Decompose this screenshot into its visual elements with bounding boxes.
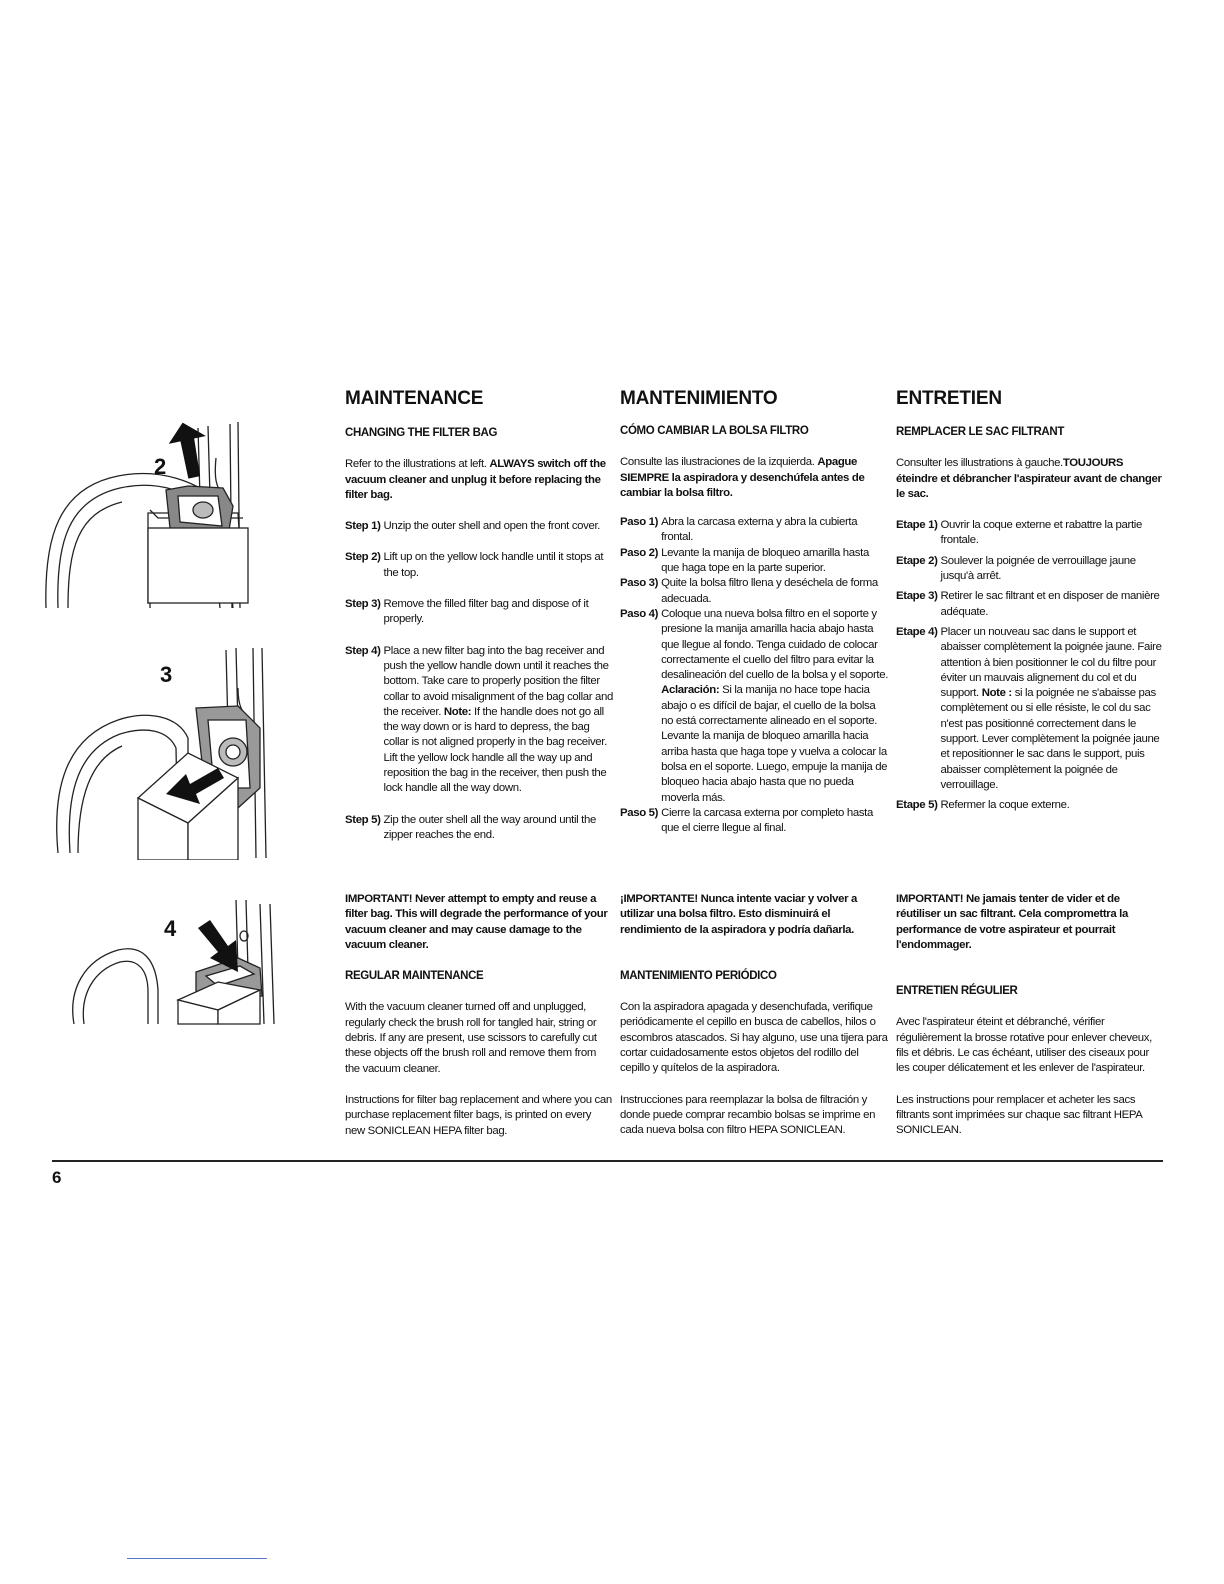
step-label: Step 4) — [345, 644, 381, 657]
spanish-title: MANTENIMIENTO — [620, 388, 778, 409]
spanish-regular-text: Con la aspiradora apagada y desenchufada, verifique periódicamente el cepillo en busca de cabellos, hilos o escombros atascados. Si hay alguno, use una tijera para cortar cuidadosamente estos objetos del rodillo del cepillo y quítelos de la aspiradora. — [620, 1001, 888, 1075]
figure-label: 3 — [160, 662, 173, 687]
english-instructions-text: Instructions for filter bag replacement and where you can purchase replacement filter bags, is printed on every new SONICLEAN HEPA filter bag. — [345, 1093, 612, 1137]
french-intro — [896, 456, 1164, 502]
step-text: Soulever la poignée de verrouillage jaune jusqu'à arrêt. — [940, 554, 1136, 583]
step-label: Paso 5) — [620, 806, 659, 819]
step-label: Step 1) — [345, 520, 381, 533]
vacuum-illustration-2 — [38, 418, 288, 618]
step-text — [941, 625, 1164, 793]
spanish-regular-title: MANTENIMIENTO PERIÓDICO — [620, 969, 777, 982]
english-column — [345, 426, 613, 843]
spanish-instructions-text: Instrucciones para reemplazar la bolsa de filtración y donde puede comprar recambio bolsas se imprime en cada nueva bolsa con filtro HEPA SONICLEAN. — [620, 1093, 876, 1137]
note-label: Note : — [981, 687, 1012, 700]
step-label: Paso 1) — [620, 516, 659, 529]
step-label: Etape 5) — [896, 799, 938, 812]
step-text: Abra la carcasa externa y abra la cubierta frontal. — [661, 516, 858, 544]
arrow-up-icon — [165, 418, 214, 481]
intro-bold: TOUJOURS éteindre et débrancher l'aspirateur avant de changer le sac. — [896, 457, 1162, 500]
english-step-3 — [345, 597, 613, 628]
step-label: Step 2) — [345, 551, 381, 564]
step-label: Etape 4) — [896, 625, 938, 638]
footer-divider — [52, 1160, 1163, 1162]
spanish-step-5 — [620, 806, 888, 837]
french-lower — [896, 892, 1164, 1139]
french-column — [896, 425, 1164, 814]
step-text: Zip the outer shell all the way around until the zipper reaches the end. — [383, 813, 596, 841]
step-text: Unzip the outer shell and open the front cover. — [383, 520, 601, 533]
step-label: Paso 3) — [620, 577, 659, 590]
french-step-5 — [896, 798, 1164, 813]
intro-plain: Consulter les illustrations à gauche. — [896, 457, 1063, 470]
step-label: Etape 1) — [896, 519, 938, 532]
figure-label: 4 — [164, 916, 177, 941]
intro-bold: Apague SIEMPRE la aspiradora y desenchúfela antes de cambiar la bolsa filtro. — [620, 456, 865, 499]
english-subtitle: CHANGING THE FILTER BAG — [345, 427, 498, 439]
step-text: Levante la manija de bloqueo amarilla hasta que haga tope en la parte superior. — [661, 546, 869, 575]
step-body: Placer un nouveau sac dans le support et abaisser complètement la poignée jaune. Faire attention à bien positionner le col du filtre pour éviter un mauvais alignement du col et du support. — [940, 625, 1162, 700]
step-label: Paso 4) — [620, 607, 659, 620]
french-step-2 — [896, 554, 1164, 585]
spanish-step-1 — [620, 515, 888, 546]
figure-step-4 — [38, 900, 288, 1160]
english-regular-text: With the vacuum cleaner turned off and unplugged, regularly check the brush roll for tangled hair, string or debris. If any are present, use scissors to carefully cut these objects off the brush roll and remove them from the vacuum cleaner. — [345, 1001, 597, 1075]
french-regular-text: Avec l'aspirateur éteint et débranché, vérifier régulièrement la brosse rotative pour enlever cheveux, fils et débris. Le cas échéant, utiliser des ciseaux pour les couper délicatement et les enlever de l'aspirateur. — [896, 1016, 1152, 1075]
spanish-column — [620, 424, 888, 836]
step-text: Refermer la coque externe. — [940, 799, 1070, 812]
note-label: Aclaración: — [661, 684, 720, 697]
step-label: Etape 2) — [896, 554, 938, 567]
note-text: Si la manija no hace tope hacia abajo o es difícil de bajar, el cuello de la bolsa no está correctamente alineado en el soporte. Levante la manija de bloqueo amarilla hacia arriba hasta que haga tope y vuelva a colocar la bolsa en el soporte. Luego, empuje la manija de bloqueo hacia abajo hasta que no pueda moverla más. — [661, 684, 888, 804]
spanish-intro — [620, 455, 888, 501]
note-text: If the handle does not go all the way down or is hard to depress, the bag collar is not aligned properly in the bag receiver. Lift the yellow lock handle all the way up and reposition the bag in the receiver, then push the lock handle all the way down. — [383, 705, 607, 795]
step-text: Ouvrir la coque externe et rabattre la partie frontale. — [940, 519, 1142, 547]
vacuum-illustration-4 — [38, 900, 288, 1160]
french-important: IMPORTANT! Ne jamais tenter de vider et de réutiliser un sac filtrant. Cela compromettra la performance de votre aspirateur et pourrait l'endommager. — [896, 893, 1128, 951]
english-step-1 — [345, 519, 613, 534]
english-intro — [345, 457, 613, 503]
figure-step-2 — [38, 418, 288, 618]
step-label: Step 5) — [345, 813, 381, 826]
note-text: si la poignée ne s'abaisse pas complètement ou si elle résiste, le col du sac n'est pas positionné correctement dans le support. Lever complètement la poignée jaune et repositionner le sac dans le support, puis abaisser complètement la poignée de verrouillage. — [940, 687, 1160, 791]
step-label: Etape 3) — [896, 590, 938, 603]
spanish-subtitle: CÓMO CAMBIAR LA BOLSA FILTRO — [620, 425, 809, 437]
step-text: Quite la bolsa filtro llena y deséchela de forma adecuada. — [661, 577, 878, 605]
figure-step-3 — [38, 648, 288, 860]
note-label: Note: — [443, 705, 472, 718]
step-text: Lift up on the yellow lock handle until it stops at the top. — [383, 551, 604, 579]
french-subtitle: REMPLACER LE SAC FILTRANT — [896, 426, 1065, 438]
intro-plain: Refer to the illustrations at left. — [345, 458, 490, 471]
english-title: MAINTENANCE — [345, 388, 484, 409]
step-text — [384, 644, 613, 797]
step-text: Cierre la carcasa externa por completo hasta que el cierre llegue al final. — [661, 806, 873, 835]
english-step-2 — [345, 550, 613, 581]
english-regular-title: REGULAR MAINTENANCE — [345, 970, 484, 983]
footer-link-underline — [127, 1558, 267, 1559]
step-text: Retirer le sac filtrant et en disposer de manière adéquate. — [940, 590, 1160, 618]
step-label: Paso 2) — [620, 546, 659, 559]
french-instructions-text: Les instructions pour remplacer et acheter les sacs filtrants sont imprimées sur chaque sac filtrant HEPA SONICLEAN. — [896, 1093, 1142, 1137]
step-text — [661, 607, 888, 806]
french-step-4 — [896, 625, 1164, 793]
step-text: Remove the filled filter bag and dispose of it properly. — [383, 598, 589, 626]
spanish-lower — [620, 892, 888, 1139]
french-regular-title: ENTRETIEN RÉGULIER — [896, 985, 1018, 998]
spanish-step-2 — [620, 546, 888, 577]
spanish-step-3 — [620, 576, 888, 607]
step-body: Coloque una nueva bolsa filtro en el soporte y presione la manija amarilla hacia abajo hasta que llegue al fondo. Tenga cuidado de colocar correctamente el cuello del filtro para evitar la desalineación del cuello de la bolsa y el soporte. — [661, 607, 889, 682]
figure-label: 2 — [154, 454, 167, 479]
french-title: ENTRETIEN — [896, 388, 1002, 409]
step-label: Step 3) — [345, 598, 381, 611]
french-step-1 — [896, 518, 1164, 549]
step-body: Place a new filter bag into the bag receiver and push the yellow handle down until it reaches the bottom. Take care to properly position the filter collar to avoid misalignment of the bag collar and the receiver. — [383, 644, 613, 718]
intro-bold: ALWAYS switch off the vacuum cleaner and unplug it before replacing the filter bag. — [345, 458, 606, 501]
english-step-5 — [345, 813, 613, 844]
spanish-step-4 — [620, 607, 888, 806]
english-important: IMPORTANT! Never attempt to empty and reuse a filter bag. This will degrade the performance of your vacuum cleaner and may cause damage to the vacuum cleaner. — [345, 893, 608, 951]
english-step-4 — [345, 644, 613, 797]
page-number: 6 — [52, 1168, 62, 1187]
intro-plain: Consulte las ilustraciones de la izquierda. — [620, 456, 818, 469]
french-step-3 — [896, 589, 1164, 620]
english-lower — [345, 892, 613, 1139]
spanish-important: ¡IMPORTANTE! Nunca intente vaciar y volver a utilizar una bolsa filtro. Esto disminuirá el rendimiento de la aspiradora y podría dañarla. — [620, 893, 857, 936]
